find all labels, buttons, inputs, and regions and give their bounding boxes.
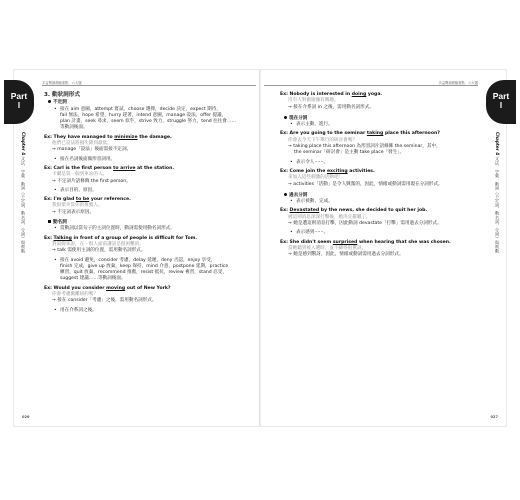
example-note: → 接在 consider「考慮」之後，需用動名詞形式。 <box>52 298 157 304</box>
running-head-left: 多益閱讀測驗重點．六大題 <box>42 81 82 85</box>
list-item: 等動詞後面。 <box>60 125 88 131</box>
example-sentence: Ex: Devastated by the news, she decided to quit her job. <box>280 208 428 214</box>
part-tab-left <box>4 80 34 124</box>
part-word: Part <box>10 91 28 101</box>
part-number: I <box>499 101 503 110</box>
example-translation: 卡爾是第一個到車站的人。 <box>52 172 108 178</box>
list-item: fail 無法，hope 希望，hurry 趕著，intend 意圖，manage 設法，offer 提議， <box>60 112 227 118</box>
subhead-present-participle: 現在分詞 <box>284 116 484 122</box>
part-word: Part <box>492 91 510 101</box>
bullet-icon <box>48 100 51 103</box>
header-rule-right <box>264 85 478 86</box>
page-number-right: 027 <box>490 415 498 419</box>
list-item: • 接在名詞後面做形容詞用。 <box>54 156 116 162</box>
bullet-icon <box>48 220 51 223</box>
list-item: plan 計畫，seek 尋求，seem 似乎，strive 致力，struggle 努力，tend 往往會…… <box>60 119 237 125</box>
example-sentence: Ex: I'm glad to be your reference. <box>44 197 131 203</box>
example-translation: 你會去今天下午舉行的研討會嗎？ <box>288 137 357 143</box>
chapter-text: 文法．字彙：動詞（不定詞、動名詞、分詞）與被動 <box>495 156 500 253</box>
list-item: • 接在 aim 意圖，attempt 嘗試，choose 選擇，decide 決定，expect 期待， <box>54 106 221 112</box>
example-translation: 被這則消息深深打擊後，她決定辭職了。 <box>288 214 371 220</box>
list-item: • 接在 avoid 避免，consider 考慮，delay 延遲，deny 否認，enjoy 享受， <box>54 257 216 263</box>
example-note: → activities「活動」是令人興奮的，因此，情緒或動詞需用現在分詞形式。 <box>288 181 443 187</box>
section-title: 3. 動狀詞形式 <box>44 92 80 98</box>
example-note: → 她是感到驚訝，因此，情緒或動詞需用過去分詞形式。 <box>288 252 404 258</box>
list-item: • 當動詞以當句子的主詞位置時，動詞需使用動名詞形式。 <box>54 226 175 232</box>
list-item: • 表示目的、原因。 <box>54 187 97 193</box>
list-item: finish 完成，give up 放棄，keep 保持，mind 介意，postpone 延期，practice <box>60 263 229 269</box>
example-note: → 她是遭這則消息打擊，因此動詞 devastate「打擊」需用過去分詞形式。 <box>288 221 442 227</box>
subhead-past-participle: 過去分詞 <box>284 193 484 199</box>
bullet-icon <box>284 193 287 196</box>
chapter-label: Chapter 4 <box>21 132 26 156</box>
subhead-infinitive: 不定詞 <box>48 100 244 106</box>
header-rule-left <box>42 85 256 86</box>
right-content <box>280 92 484 259</box>
example-translation: 他們已設法將損失降到最低。 <box>52 141 112 147</box>
example-note: → 不定詞片語修飾 the first person。 <box>52 178 131 184</box>
example-sentence: Ex: Talking in front of a group of people is difficult for Tom. <box>44 235 198 241</box>
example-sentence: Ex: Would you consider moving out of New York? <box>44 285 171 291</box>
list-item: • 表示令人⋯⋯。 <box>290 159 329 165</box>
example-translation: 當她聽到被入選時，並不顯得很驚訝。 <box>288 245 367 251</box>
example-sentence: Ex: Nobody is interested in doing yoga. <box>280 92 383 97</box>
left-content <box>44 92 244 314</box>
part-tab-right <box>486 80 516 124</box>
example-note: → 不定詞表示原因。 <box>52 209 95 215</box>
example-translation: 沒有人對做瑜伽有興趣。 <box>288 98 339 104</box>
example-note: → manage「設法」後面需接不定詞。 <box>52 147 132 153</box>
chapter-side-tab-right <box>492 132 502 312</box>
example-translation: 你會考慮搬離紐約嗎？ <box>52 292 98 298</box>
list-item: 練習，quit 放棄，recommend 推薦，resist 抵抗，review 複習，stand 忍受， <box>60 270 227 276</box>
list-item: • 表示主動、進行。 <box>290 122 333 128</box>
running-head-right: 多益閱讀測驗重點．六大題 <box>438 81 478 85</box>
example-sentence: Ex: She didn't seem surprised when hearing that she was chosen. <box>280 239 451 245</box>
chapter-text: 文法．字彙：動詞（不定詞、動名詞、分詞）與被動 <box>21 156 26 253</box>
list-item: • 表示感到⋯⋯。 <box>290 230 329 236</box>
part-number: I <box>17 101 21 110</box>
example-note: → taking place this afternoon 為形容詞片語修飾 the seminar，其中， <box>288 144 441 150</box>
right-page <box>260 70 510 426</box>
example-sentence: Ex: They have managed to minimize the damage. <box>44 134 172 140</box>
page-number-left: 026 <box>22 415 30 419</box>
list-item: • 用在介系詞之後。 <box>54 307 97 313</box>
example-note: → 接在介系詞 in 之後，需用動名詞形式。 <box>288 104 374 110</box>
example-note: the seminar「研討會」是主動 take place「發生」。 <box>294 150 405 156</box>
example-sentence: Ex: Carl is the first person to arrive at the station. <box>44 165 175 171</box>
chapter-side-tab-left <box>18 132 28 312</box>
book-spread <box>10 70 510 426</box>
example-translation: 對湯姆來說，在一群人面前講話是很困難的。 <box>52 241 144 247</box>
subhead-gerund: 動名詞 <box>48 220 244 226</box>
list-item: • 表示被動、完成。 <box>290 199 333 205</box>
list-item: suggest 建議……等動詞後面。 <box>60 276 126 282</box>
bullet-icon <box>284 116 287 119</box>
example-sentence: Ex: Come join the exciting activities. <box>280 168 375 174</box>
left-page <box>10 70 260 426</box>
example-sentence: Ex: Are you going to the seminar taking place this afternoon? <box>280 131 440 137</box>
example-translation: 我很榮幸當你的推薦人。 <box>52 203 103 209</box>
example-note: → talk 需使用主詞的位置，需用動名詞形式。 <box>52 248 146 254</box>
example-translation: 來加入這些刺激的活動吧！ <box>288 175 344 181</box>
chapter-label: Chapter 4 <box>495 132 500 156</box>
